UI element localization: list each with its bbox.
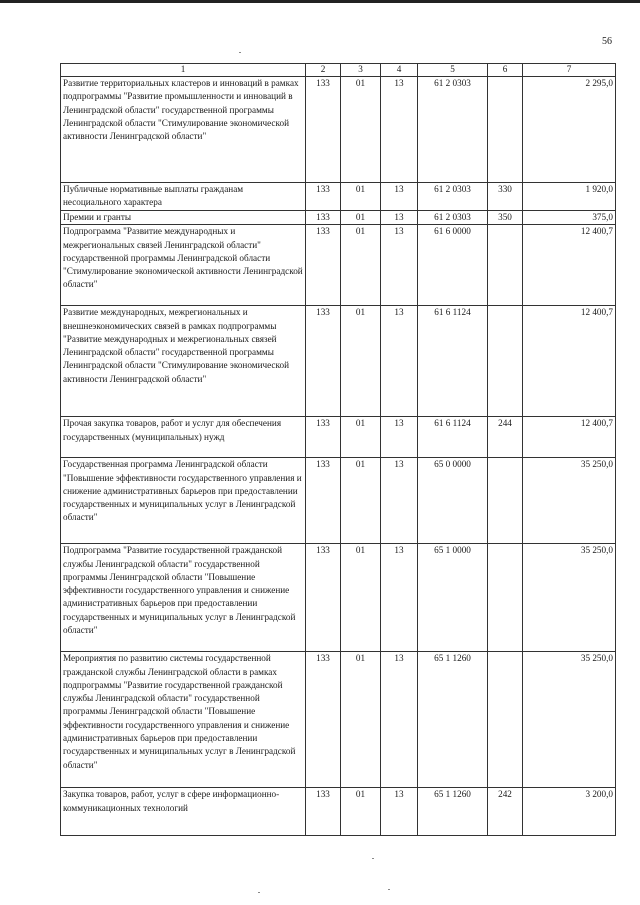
row-name: Государственная программа Ленинградской области "Повышение эффективности государственного управления и снижение административных барьеров при предоставлении государственных и муниципальных услуг в Ленинградской области"	[61, 458, 306, 544]
ministry-code: 133	[306, 183, 341, 211]
amount: 12 400,7	[523, 225, 616, 306]
expense-type	[488, 544, 523, 652]
expense-type	[488, 458, 523, 544]
subsection-code: 13	[381, 306, 418, 417]
scan-speck	[372, 858, 374, 859]
budget-table	[60, 63, 616, 836]
amount: 375,0	[523, 211, 616, 225]
section-code: 01	[341, 183, 381, 211]
target-article: 65 1 1260	[418, 788, 488, 836]
amount: 12 400,7	[523, 417, 616, 458]
expense-type: 350	[488, 211, 523, 225]
section-code: 01	[341, 225, 381, 306]
expense-type	[488, 652, 523, 788]
header-row	[61, 64, 616, 77]
row-name: Подпрограмма "Развитие международных и межрегиональных связей Ленинградской области" государственной программы Ленинградской области "Стимулирование экономической активности Ленинградской области"	[61, 225, 306, 306]
table-row	[61, 77, 616, 183]
expense-type	[488, 77, 523, 183]
expense-type	[488, 225, 523, 306]
row-name: Премии и гранты	[61, 211, 306, 225]
column-header: 5	[418, 64, 488, 77]
subsection-code: 13	[381, 417, 418, 458]
amount: 2 295,0	[523, 77, 616, 183]
ministry-code: 133	[306, 211, 341, 225]
subsection-code: 13	[381, 652, 418, 788]
row-name: Развитие международных, межрегиональных и внешнеэкономических связей в рамках подпрограммы "Развитие международных и межрегиональных связей Ленинградской области" государственной программы Ленинградской области "Стимулирование экономической активности Ленинградской области"	[61, 306, 306, 417]
column-header: 1	[61, 64, 306, 77]
subsection-code: 13	[381, 225, 418, 306]
table-row	[61, 306, 616, 417]
table-row	[61, 211, 616, 225]
ministry-code: 133	[306, 306, 341, 417]
section-code: 01	[341, 652, 381, 788]
target-article: 61 6 1124	[418, 417, 488, 458]
ministry-code: 133	[306, 458, 341, 544]
section-code: 01	[341, 306, 381, 417]
column-header: 4	[381, 64, 418, 77]
section-code: 01	[341, 77, 381, 183]
amount: 35 250,0	[523, 544, 616, 652]
scan-speck	[388, 889, 390, 890]
table-row	[61, 225, 616, 306]
scan-speck	[239, 52, 241, 53]
amount: 35 250,0	[523, 652, 616, 788]
page-top-border	[0, 0, 640, 3]
table-row	[61, 417, 616, 458]
row-name: Публичные нормативные выплаты гражданам несоциального характера	[61, 183, 306, 211]
subsection-code: 13	[381, 183, 418, 211]
target-article: 61 6 1124	[418, 306, 488, 417]
amount: 1 920,0	[523, 183, 616, 211]
ministry-code: 133	[306, 788, 341, 836]
table-row	[61, 458, 616, 544]
scan-speck	[258, 892, 260, 893]
amount: 12 400,7	[523, 306, 616, 417]
section-code: 01	[341, 211, 381, 225]
ministry-code: 133	[306, 544, 341, 652]
subsection-code: 13	[381, 211, 418, 225]
row-name: Подпрограмма "Развитие государственной гражданской службы Ленинградской области" государственной программы Ленинградской области "Повышение эффективности государственного управления и снижение административных барьеров при предоставлении государственных и муниципальных услуг в Ленинградской области"	[61, 544, 306, 652]
table-row	[61, 544, 616, 652]
column-header: 6	[488, 64, 523, 77]
table-row	[61, 788, 616, 836]
column-header: 3	[341, 64, 381, 77]
table-row	[61, 183, 616, 211]
subsection-code: 13	[381, 458, 418, 544]
target-article: 61 2 0303	[418, 77, 488, 183]
target-article: 65 1 1260	[418, 652, 488, 788]
amount: 35 250,0	[523, 458, 616, 544]
target-article: 61 2 0303	[418, 211, 488, 225]
target-article: 61 2 0303	[418, 183, 488, 211]
expense-type	[488, 306, 523, 417]
expense-type: 242	[488, 788, 523, 836]
ministry-code: 133	[306, 417, 341, 458]
ministry-code: 133	[306, 77, 341, 183]
row-name: Закупка товаров, работ, услуг в сфере информационно-коммуникационных технологий	[61, 788, 306, 836]
target-article: 65 1 0000	[418, 544, 488, 652]
subsection-code: 13	[381, 77, 418, 183]
column-header: 2	[306, 64, 341, 77]
table-row	[61, 652, 616, 788]
subsection-code: 13	[381, 788, 418, 836]
subsection-code: 13	[381, 544, 418, 652]
column-header: 7	[523, 64, 616, 77]
page-number: 56	[602, 36, 612, 47]
expense-type: 244	[488, 417, 523, 458]
target-article: 61 6 0000	[418, 225, 488, 306]
section-code: 01	[341, 458, 381, 544]
section-code: 01	[341, 417, 381, 458]
section-code: 01	[341, 788, 381, 836]
amount: 3 200,0	[523, 788, 616, 836]
row-name: Мероприятия по развитию системы государственной гражданской службы Ленинградской области в рамках подпрограммы "Развитие государственной гражданской службы Ленинградской области" государственной программы Ленинградской области "Повышение эффективности государственного управления и снижение административных барьеров при предоставлении государственных и муниципальных услуг в Ленинградской области"	[61, 652, 306, 788]
target-article: 65 0 0000	[418, 458, 488, 544]
ministry-code: 133	[306, 225, 341, 306]
section-code: 01	[341, 544, 381, 652]
ministry-code: 133	[306, 652, 341, 788]
row-name: Прочая закупка товаров, работ и услуг для обеспечения государственных (муниципальных) нужд	[61, 417, 306, 458]
expense-type: 330	[488, 183, 523, 211]
row-name: Развитие территориальных кластеров и инноваций в рамках подпрограммы "Развитие промышленности и инноваций в Ленинградской области" государственной программы Ленинградской области "Стимулирование экономической активности Ленинградской области"	[61, 77, 306, 183]
